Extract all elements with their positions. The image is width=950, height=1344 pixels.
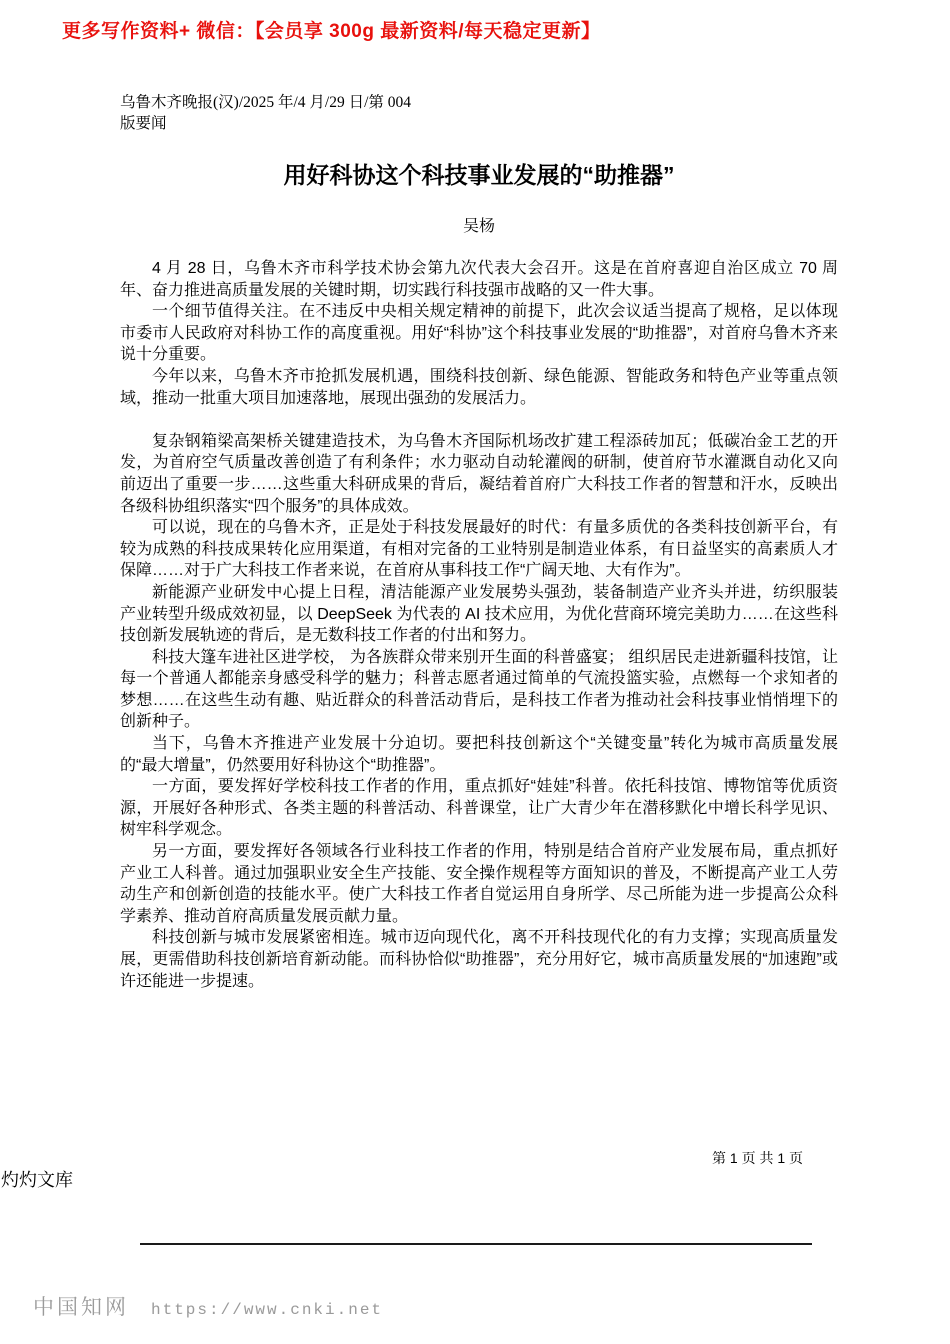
source-line-1: 乌鲁木齐晚报(汉)/2025 年/4 月/29 日/第 004: [120, 94, 412, 111]
article-paragraph: 4 月 28 日，乌鲁木齐市科学技术协会第九次代表大会召开。这是在首府喜迎自治区成立 70 周年、奋力推进高质量发展的关键时期，切实践行科技强市战略的又一件大事。: [120, 260, 838, 299]
source-block: [120, 92, 411, 134]
cnki-logo-text: 中国知网: [33, 1296, 129, 1319]
footer-divider: [140, 1243, 812, 1245]
article-paragraph: 另一方面，要发挥好各领域各行业科技工作者的作用，特别是结合首府产业发展布局，重点抓好产业工人科普。通过加强职业安全生产技能、安全操作规程等方面知识的普及，不断提高产业工人劳动生产和创新创造的技能水平。使广大科技工作者自觉运用自身所学、尽己所能为进一步提高公众科学素养、推动首府高质量发展贡献力量。: [120, 843, 838, 925]
article-body: [120, 258, 838, 992]
article-paragraph: 复杂钢箱梁高架桥关键建造技术，为乌鲁木齐国际机场改扩建工程添砖加瓦；低碳冶金工艺的开发，为首府空气质量改善创造了有利条件；水力驱动自动轮灌阀的研制，使首府节水灌溉自动化又向前迈出了重要一步……这些重大科研成果的背后，凝结着首府广大科技工作者的智慧和汗水，反映出各级科协组织落实“四个服务”的具体成效。: [120, 432, 838, 515]
cnki-watermark: [33, 1291, 383, 1321]
page-indicator: 第 1 页 共 1 页: [712, 1150, 804, 1166]
article-paragraph: 当下，乌鲁木齐推进产业发展十分迫切。要把科技创新这个“关键变量”转化为城市高质量发展的“最大增量”，仍然要用好科协这个“助推器”。: [120, 735, 838, 774]
article-title: 用好科协这个科技事业发展的“助推器”: [283, 162, 675, 188]
article-paragraph: 今年以来，乌鲁木齐市抢抓发展机遇，围绕科技创新、绿色能源、智能政务和特色产业等重点领域，推动一批重大项目加速落地，展现出强劲的发展活力。: [120, 367, 838, 407]
article-paragraph: 一个细节值得关注。在不违反中央相关规定精神的前提下，此次会议适当提高了规格，足以体现市委市人民政府对科协工作的高度重视。用好“科协”这个科技事业发展的“助推器”，对首府乌鲁木齐来说十分重要。: [120, 303, 838, 364]
promo-banner: 更多写作资料+ 微信：【会员享 300g 最新资料/每天稳定更新】: [62, 21, 601, 42]
cnki-url: https://www.cnki.net: [151, 1301, 384, 1319]
article-paragraph: 可以说，现在的乌鲁木齐，正是处于科技发展最好的时代：有量多质优的各类科技创新平台，有较为成熟的科技成果转化应用渠道，有相对完备的工业特别是制造业体系，有日益坚实的高素质人才保障……对于广大科技工作者来说，在首府从事科技工作“广阔天地、大有作为”。: [120, 519, 838, 580]
source-line-2: 版要闻: [120, 115, 167, 132]
library-name: 灼灼文库: [1, 1170, 73, 1190]
article-paragraph: 一方面，要发挥好学校科技工作者的作用，重点抓好“娃娃”科普。依托科技馆、博物馆等优质资源，开展好各种形式、各类主题的科普活动、科普课堂，让广大青少年在潜移默化中增长科学见识、树牢科学观念。: [120, 778, 838, 839]
article-paragraph: 科技创新与城市发展紧密相连。城市迈向现代化，离不开科技现代化的有力支撑；实现高质量发展，更需借助科技创新培育新动能。而科协恰似“助推器”，充分用好它，城市高质量发展的“加速跑”或许还能进一步提速。: [120, 929, 838, 990]
article-author: 吴杨: [462, 218, 495, 235]
article-paragraph: 科技大篷车进社区进学校， 为各族群众带来别开生面的科普盛宴； 组织居民走进新疆科技馆，让每一个普通人都能亲身感受科学的魅力；科普志愿者通过简单的气流投篮实验，点燃每一个求知者的梦想……在这些生动有趣、贴近群众的科普活动背后，是科技工作者为推动社会科技事业悄悄埋下的创新种子。: [120, 648, 838, 731]
article-paragraph: 新能源产业研发中心提上日程，清洁能源产业发展势头强劲，装备制造产业齐头并进，纺织服装产业转型升级成效初显，以 DeepSeek 为代表的 AI 技术应用，为优化营商环境完美助力……在这些科技创新发展轨迹的背后，是无数科技工作者的付出和努力。: [120, 583, 838, 645]
